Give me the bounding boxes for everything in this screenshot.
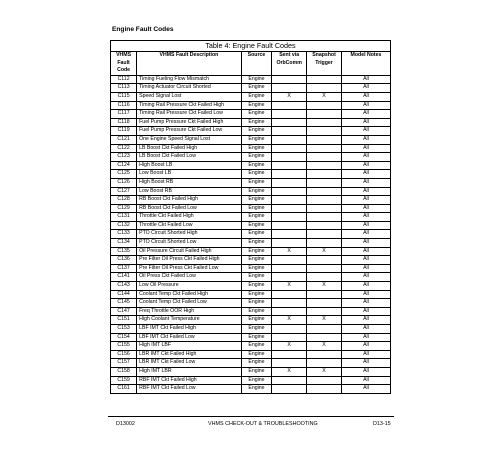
model-notes-cell: All [341,376,390,385]
fault-code-cell: C121 [111,135,137,144]
model-notes-cell: All [341,367,390,376]
source-cell: Engine [241,307,272,316]
table-row [111,84,391,93]
model-notes-cell: All [341,204,390,213]
snapshot-trigger-cell [307,359,342,368]
fault-code-cell: C155 [111,342,137,351]
fault-description-cell: Fuel Pump Pressure Ckt Failed Low [137,127,242,136]
table-row [111,256,391,265]
table-row [111,101,391,110]
fault-description-cell: Fuel Pump Pressure Ckt Failed High [137,118,242,127]
fault-description-cell: RBF IMT Ckt Failed Low [137,385,242,394]
snapshot-trigger-cell [307,178,342,187]
table-row [111,118,391,127]
orbcomm-cell [272,350,307,359]
table-row [111,282,391,291]
model-notes-cell: All [341,110,390,119]
table-row [111,161,391,170]
model-notes-cell: All [341,92,390,101]
snapshot-trigger-cell [307,299,342,308]
snapshot-trigger-cell: X [307,316,342,325]
snapshot-trigger-cell [307,307,342,316]
table-row [111,75,391,84]
header-fault-code-line: Fault [117,59,130,66]
orbcomm-cell: X [272,316,307,325]
fault-description-cell: LB Boost Ckt Failed High [137,144,242,153]
source-cell: Engine [241,187,272,196]
source-cell: Engine [241,359,272,368]
orbcomm-cell [272,325,307,334]
table-row [111,367,391,376]
orbcomm-cell [272,264,307,273]
fault-description-cell: LBR IMT Ckt Failed High [137,350,242,359]
footer-section-title: VHMS CHECK-OUT & TROUBLESHOOTING [208,421,318,427]
fault-description-cell: RB Boost Ckt Failed Low [137,204,242,213]
table-row [111,264,391,273]
table-row [111,350,391,359]
fault-description-cell: Coolant Temp Ckt Failed High [137,290,242,299]
table-row [111,221,391,230]
footer-divider [108,416,394,417]
fault-description-cell: LB Boost Ckt Failed Low [137,153,242,162]
model-notes-cell: All [341,213,390,222]
orbcomm-cell [272,333,307,342]
snapshot-trigger-cell [307,256,342,265]
model-notes-cell: All [341,333,390,342]
header-orbcomm-line: Sent via [279,52,300,58]
table-row [111,230,391,239]
source-cell: Engine [241,376,272,385]
table-row [111,127,391,136]
fault-description-cell: Timing Rail Pressure Ckt Failed High [137,101,242,110]
snapshot-trigger-cell [307,153,342,162]
fault-code-cell: C137 [111,264,137,273]
fault-code-cell: C133 [111,230,137,239]
source-cell: Engine [241,84,272,93]
orbcomm-cell [272,376,307,385]
snapshot-trigger-cell [307,239,342,248]
snapshot-trigger-cell [307,213,342,222]
orbcomm-cell [272,135,307,144]
model-notes-cell: All [341,325,390,334]
fault-description-cell: PTO Circuit Shorted High [137,230,242,239]
orbcomm-cell [272,307,307,316]
fault-code-cell: C116 [111,101,137,110]
snapshot-trigger-cell [307,75,342,84]
orbcomm-cell: X [272,342,307,351]
orbcomm-cell: X [272,282,307,291]
table-row [111,144,391,153]
fault-code-cell: C145 [111,299,137,308]
model-notes-cell: All [341,316,390,325]
snapshot-trigger-cell [307,204,342,213]
model-notes-cell: All [341,127,390,136]
table-body [111,75,391,393]
fault-code-cell: C127 [111,187,137,196]
source-cell: Engine [241,230,272,239]
orbcomm-cell [272,273,307,282]
fault-code-cell: C156 [111,350,137,359]
snapshot-trigger-cell [307,350,342,359]
fault-code-cell: C131 [111,213,137,222]
model-notes-cell: All [341,118,390,127]
model-notes-cell: All [341,161,390,170]
snapshot-trigger-cell [307,170,342,179]
source-cell: Engine [241,170,272,179]
model-notes-cell: All [341,178,390,187]
source-cell: Engine [241,273,272,282]
table-row [111,385,391,394]
source-cell: Engine [241,256,272,265]
footer-page-number: D13-15 [373,421,391,427]
orbcomm-cell [272,170,307,179]
orbcomm-cell [272,118,307,127]
table-row [111,342,391,351]
fault-description-cell: LBF IMT Ckt Failed High [137,325,242,334]
fault-code-cell: C129 [111,204,137,213]
source-cell: Engine [241,204,272,213]
snapshot-trigger-cell [307,221,342,230]
model-notes-cell: All [341,144,390,153]
table-row [111,110,391,119]
fault-description-cell: LBF IMT Ckt Failed Low [137,333,242,342]
orbcomm-cell [272,144,307,153]
table-row [111,325,391,334]
fault-code-cell: C144 [111,290,137,299]
header-fault-description: VHMS Fault Description [137,52,242,76]
table-row [111,376,391,385]
header-fault-code-line: VHMS [116,52,132,58]
snapshot-trigger-cell [307,84,342,93]
table-row [111,316,391,325]
table-row [111,153,391,162]
header-sent-via-orbcomm [272,52,307,76]
source-cell: Engine [241,350,272,359]
source-cell: Engine [241,161,272,170]
orbcomm-cell [272,127,307,136]
fault-description-cell: Low Boost LB [137,170,242,179]
orbcomm-cell: X [272,92,307,101]
fault-description-cell: Oil Pressure Circuit Failed High [137,247,242,256]
section-title: Engine Fault Codes [112,26,174,33]
header-snapshot-line: Snapshot [312,52,336,58]
source-cell: Engine [241,299,272,308]
snapshot-trigger-cell [307,376,342,385]
fault-code-cell: C117 [111,110,137,119]
header-source: Source [241,52,272,76]
orbcomm-cell [272,385,307,394]
fault-code-cell: C122 [111,144,137,153]
header-fault-code [111,52,137,76]
source-cell: Engine [241,247,272,256]
source-cell: Engine [241,367,272,376]
table-header-row [111,52,391,76]
snapshot-trigger-cell [307,333,342,342]
source-cell: Engine [241,342,272,351]
model-notes-cell: All [341,273,390,282]
fault-description-cell: RBF IMT Ckt Failed High [137,376,242,385]
table-row [111,247,391,256]
fault-description-cell: High IMT LBR [137,367,242,376]
model-notes-cell: All [341,385,390,394]
table-row [111,359,391,368]
model-notes-cell: All [341,299,390,308]
fault-description-cell: Low Oil Pressure [137,282,242,291]
model-notes-cell: All [341,307,390,316]
orbcomm-cell [272,84,307,93]
orbcomm-cell [272,299,307,308]
fault-code-cell: C147 [111,307,137,316]
header-fault-code-line: Code [117,67,131,74]
snapshot-trigger-cell: X [307,92,342,101]
model-notes-cell: All [341,170,390,179]
fault-description-cell: High IMT LBF [137,342,242,351]
fault-description-cell: LBR IMT Ckt Failed Low [137,359,242,368]
orbcomm-cell [272,230,307,239]
fault-description-cell: High Boost RB [137,178,242,187]
orbcomm-cell [272,178,307,187]
fault-description-cell: Pre Filter Oil Press Ckt Failed High [137,256,242,265]
fault-code-cell: C161 [111,385,137,394]
table-row [111,170,391,179]
fault-code-cell: C154 [111,333,137,342]
source-cell: Engine [241,144,272,153]
snapshot-trigger-cell: X [307,247,342,256]
model-notes-cell: All [341,359,390,368]
orbcomm-cell [272,161,307,170]
source-cell: Engine [241,282,272,291]
source-cell: Engine [241,92,272,101]
source-cell: Engine [241,213,272,222]
orbcomm-cell [272,256,307,265]
source-cell: Engine [241,153,272,162]
snapshot-trigger-cell: X [307,282,342,291]
table-caption: Table 4: Engine Fault Codes [110,40,391,51]
fault-code-cell: C123 [111,153,137,162]
fault-description-cell: Timing Fueling Flow Mismatch [137,75,242,84]
orbcomm-cell [272,213,307,222]
fault-description-cell: Throttle Ckt Failed Low [137,221,242,230]
fault-code-cell: C126 [111,178,137,187]
model-notes-cell: All [341,84,390,93]
model-notes-cell: All [341,187,390,196]
snapshot-trigger-cell [307,161,342,170]
orbcomm-cell [272,221,307,230]
fault-description-cell: Throttle Ckt Failed High [137,213,242,222]
model-notes-cell: All [341,350,390,359]
model-notes-cell: All [341,153,390,162]
orbcomm-cell [272,110,307,119]
model-notes-cell: All [341,264,390,273]
table-row [111,273,391,282]
fault-description-cell: Pre Filter Oil Press Ckt Failed Low [137,264,242,273]
footer-document-number: D13002 [116,421,135,427]
fault-code-cell: C113 [111,84,137,93]
source-cell: Engine [241,239,272,248]
model-notes-cell: All [341,282,390,291]
fault-code-cell: C141 [111,273,137,282]
orbcomm-cell [272,187,307,196]
source-cell: Engine [241,221,272,230]
header-snapshot-trigger [307,52,342,76]
fault-code-cell: C112 [111,75,137,84]
fault-code-cell: C128 [111,196,137,205]
model-notes-cell: All [341,75,390,84]
orbcomm-cell: X [272,247,307,256]
table-row [111,178,391,187]
orbcomm-cell [272,204,307,213]
model-notes-cell: All [341,256,390,265]
model-notes-cell: All [341,135,390,144]
snapshot-trigger-cell: X [307,367,342,376]
fault-description-cell: RB Boost Ckt Failed High [137,196,242,205]
source-cell: Engine [241,127,272,136]
table-row [111,213,391,222]
snapshot-trigger-cell [307,127,342,136]
table-row [111,307,391,316]
fault-code-cell: C132 [111,221,137,230]
snapshot-trigger-cell [307,264,342,273]
orbcomm-cell [272,290,307,299]
model-notes-cell: All [341,221,390,230]
fault-description-cell: Freq Throttle OOR High [137,307,242,316]
fault-code-cell: C134 [111,239,137,248]
model-notes-cell: All [341,196,390,205]
fault-code-cell: C115 [111,92,137,101]
fault-description-cell: High Coolant Temperature [137,316,242,325]
fault-code-cell: C118 [111,118,137,127]
orbcomm-cell [272,196,307,205]
fault-code-cell: C135 [111,247,137,256]
snapshot-trigger-cell [307,230,342,239]
model-notes-cell: All [341,342,390,351]
orbcomm-cell [272,75,307,84]
fault-code-cell: C158 [111,367,137,376]
source-cell: Engine [241,135,272,144]
table-row [111,204,391,213]
orbcomm-cell: X [272,367,307,376]
orbcomm-cell [272,239,307,248]
source-cell: Engine [241,118,272,127]
engine-fault-codes-table [110,40,391,394]
orbcomm-cell [272,359,307,368]
fault-description-cell: Timing Rail Pressure Ckt Failed Low [137,110,242,119]
snapshot-trigger-cell: X [307,342,342,351]
source-cell: Engine [241,333,272,342]
table-row [111,290,391,299]
fault-description-cell: Coolant Temp Ckt Failed Low [137,299,242,308]
table-row [111,187,391,196]
fault-description-cell: Low Boost RB [137,187,242,196]
header-snapshot-line: Trigger [315,59,333,66]
snapshot-trigger-cell [307,101,342,110]
table-row [111,196,391,205]
snapshot-trigger-cell [307,187,342,196]
source-cell: Engine [241,264,272,273]
fault-description-cell: Oil Press Ckt Failed Low [137,273,242,282]
fault-description-cell: PTO Circuit Shorted Low [137,239,242,248]
fault-description-cell: Speed Signal Lost [137,92,242,101]
snapshot-trigger-cell [307,196,342,205]
model-notes-cell: All [341,290,390,299]
snapshot-trigger-cell [307,135,342,144]
model-notes-cell: All [341,101,390,110]
snapshot-trigger-cell [307,290,342,299]
fault-code-cell: C143 [111,282,137,291]
fault-code-cell: C151 [111,316,137,325]
fault-description-cell: One Engine Speed Signal Lost [137,135,242,144]
table-row [111,135,391,144]
table-row [111,239,391,248]
fault-description-cell: Timing Actuator Circuit Shorted [137,84,242,93]
source-cell: Engine [241,385,272,394]
source-cell: Engine [241,110,272,119]
header-orbcomm-line: OrbComm [276,59,302,66]
source-cell: Engine [241,325,272,334]
fault-code-cell: C125 [111,170,137,179]
source-cell: Engine [241,196,272,205]
snapshot-trigger-cell [307,325,342,334]
source-cell: Engine [241,178,272,187]
orbcomm-cell [272,101,307,110]
fault-description-cell: High Boost LB [137,161,242,170]
table-row [111,333,391,342]
model-notes-cell: All [341,247,390,256]
model-notes-cell: All [341,230,390,239]
fault-code-cell: C136 [111,256,137,265]
fault-code-cell: C159 [111,376,137,385]
table-row [111,299,391,308]
model-notes-cell: All [341,239,390,248]
source-cell: Engine [241,290,272,299]
fault-code-cell: C124 [111,161,137,170]
source-cell: Engine [241,75,272,84]
fault-code-cell: C153 [111,325,137,334]
snapshot-trigger-cell [307,110,342,119]
header-model-notes: Model Notes [341,52,390,76]
source-cell: Engine [241,316,272,325]
orbcomm-cell [272,153,307,162]
snapshot-trigger-cell [307,118,342,127]
table-row [111,92,391,101]
snapshot-trigger-cell [307,385,342,394]
snapshot-trigger-cell [307,144,342,153]
snapshot-trigger-cell [307,273,342,282]
fault-code-cell: C157 [111,359,137,368]
fault-code-cell: C119 [111,127,137,136]
source-cell: Engine [241,101,272,110]
